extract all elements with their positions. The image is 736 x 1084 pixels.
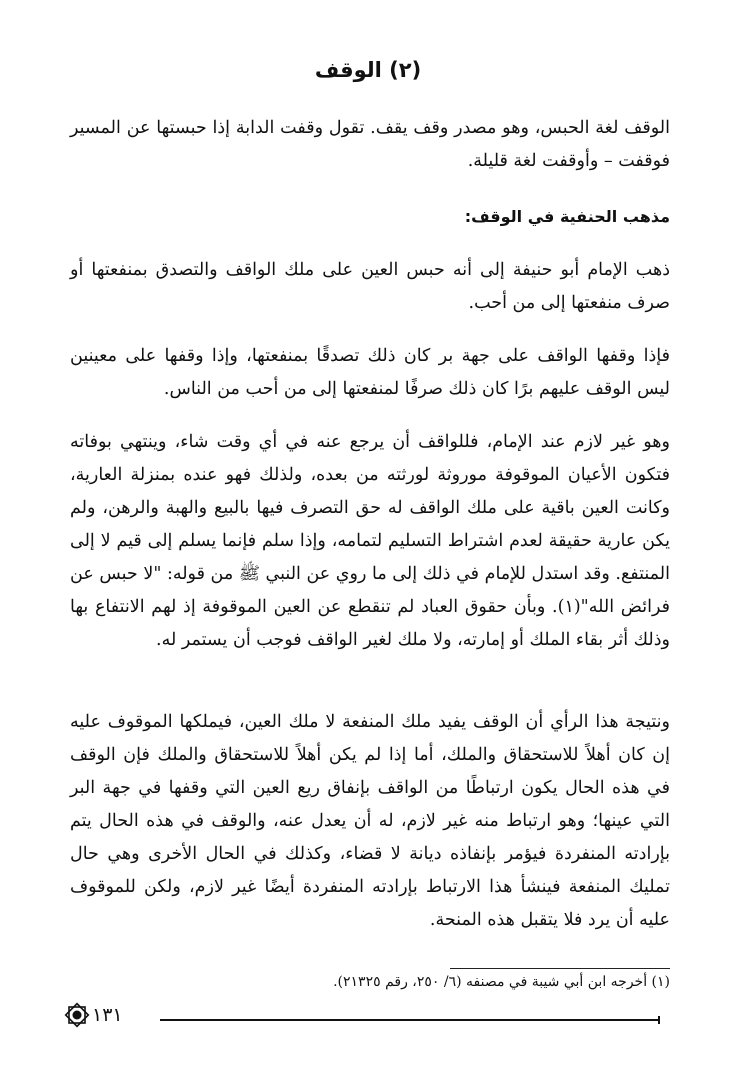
paragraph-text: فإذا وقفها الواقف على جهة بر كان ذلك تصدقًا بمنفعتها، وإذا وقفها على معينين ليس الوقف عليهم برًا كان ذلك صرفًا لمنفعتها إلى من أحب من الناس. [70, 346, 670, 399]
paragraph-4 [70, 706, 670, 937]
subsection-heading: مذهب الحنفية في الوقف: [464, 207, 670, 226]
footnote: (١) أخرجه ابن أبي شيبة في مصنفه (٦/ ٢٥٠، رقم ٢١٣٢٥). [333, 974, 670, 990]
ornament-icon [64, 1002, 90, 1028]
intro-text: الوقف لغة الحبس، وهو مصدر وقف يقف. تقول وقفت الدابة إذا حبستها عن المسير فوقفت – وأوقفت لغة قليلة. [70, 118, 670, 171]
footer-rule-tick [658, 1016, 660, 1024]
paragraph-text: وهو غير لازم عند الإمام، فللواقف أن يرجع عنه في أي وقت شاء، وينتهي بوفاته فتكون الأعيان الموقوفة موروثة لورثته من بعده، ولذلك فهو عنده بمنزلة العارية، وكانت العين باقية على ملك الواقف له حق التصرف فيها بالبيع والهبة والرهن، ولم يكن عارية حقيقة لعدم اشتراط التسليم لتمامه، وإذا سلم فإنما يسلم إلى قيم لا إلى المنتفع. وقد استدل للإمام في ذلك إلى ما روي عن النبي ﷺ من قوله: "لا حبس عن فرائض الله"(١). وبأن حقوق العباد لم تنقطع عن العين الموقوفة إذ لهم الانتفاع بها وذلك أثر بقاء الملك أو إمارته، ولا ملك لغير الواقف فوجب أن يستمر له. [70, 432, 670, 650]
footnote-divider [450, 968, 670, 969]
intro-paragraph [70, 112, 670, 178]
paragraph-1 [70, 254, 670, 320]
paragraph-2 [70, 340, 670, 406]
paragraph-text: ونتيجة هذا الرأي أن الوقف يفيد ملك المنفعة لا ملك العين، فيملكها الموقوف عليه إن كان أهلاً للاستحقاق والملك، أما إذا لم يكن أهلاً للاستحقاق والملك فإن الوقف في هذه الحال يكون ارتباطًا من الواقف بإنفاق ريع العين التي وقفها في جهة البر التي عينها؛ وهو ارتباط منه غير لازم، له أن يعدل عنه، والوقف في هذه الحال يتم بإرادته المنفردة فيؤمر بإنفاذه ديانة لا قضاء، وكذلك في الحال الأخرى وهي حال تمليك المنفعة فينشأ هذا الارتباط بإرادته المنفردة أيضًا غير لازم، ولكن للموقوف عليه أن يرد فلا يتقبل هذه المنحة. [70, 712, 670, 930]
page-number: ١٣١ [92, 1004, 123, 1026]
paragraph-text: ذهب الإمام أبو حنيفة إلى أنه حبس العين على ملك الواقف والتصدق بمنفعتها أو صرف منفعتها إلى من أحب. [70, 260, 670, 313]
footer-rule [160, 1019, 660, 1021]
section-heading: (٢) الوقف [314, 58, 422, 82]
paragraph-3 [70, 426, 670, 657]
